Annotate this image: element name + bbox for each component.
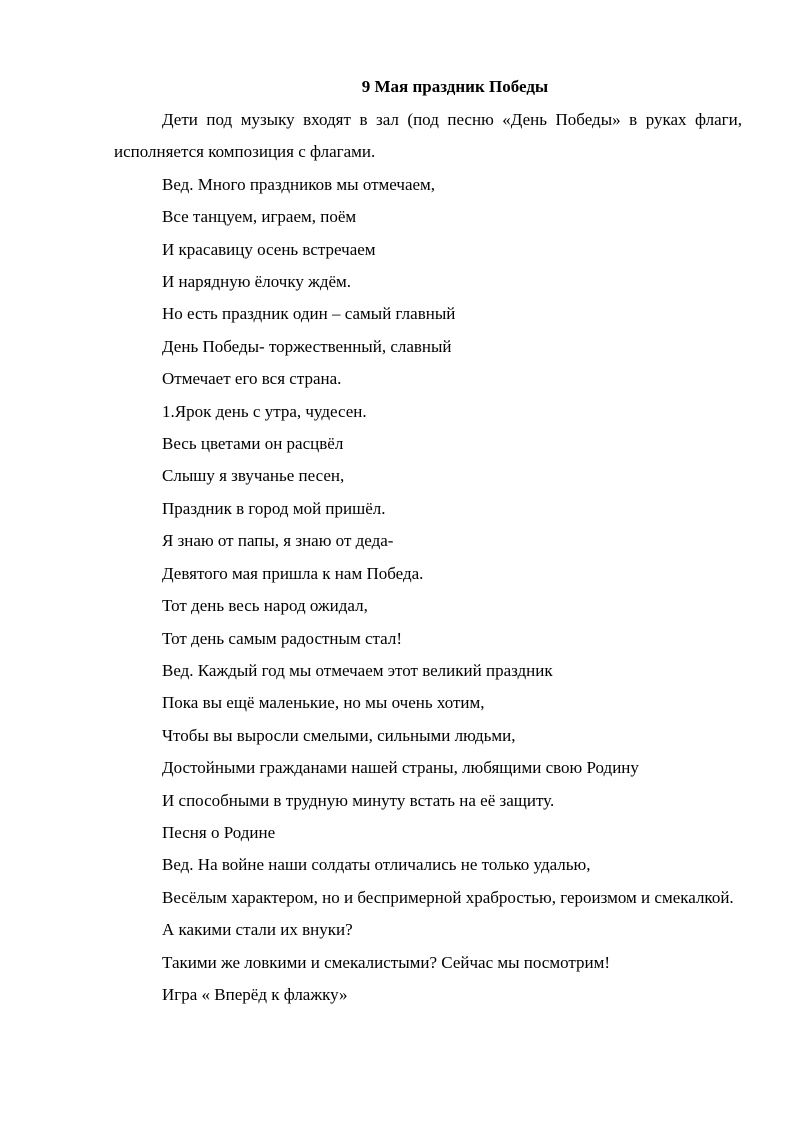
paragraph: 1.Ярок день с утра, чудесен. <box>162 401 367 421</box>
paragraph: Тот день самым радостным стал! <box>162 628 402 648</box>
paragraph: Дети под музыку входят в зал (под песню «День Победы» в руках флаги, исполняется композиция с флагами. <box>114 110 742 162</box>
paragraph: День Победы- торжественный, славный <box>162 336 452 356</box>
paragraph: Вед. Каждый год мы отмечаем этот великий праздник <box>162 660 553 680</box>
paragraph: Игра « Вперёд к флажку» <box>162 984 348 1004</box>
paragraph: Девятого мая пришла к нам Победа. <box>162 563 424 583</box>
paragraph: Весь цветами он расцвёл <box>162 434 344 454</box>
paragraph: Отмечает его вся страна. <box>162 369 342 389</box>
paragraph: Вед. На войне наши солдаты отличались не только удалью, <box>162 855 591 875</box>
document-title: 9 Мая праздник Победы <box>361 77 549 96</box>
paragraph: И способными в трудную минуту встать на её защиту. <box>162 790 555 810</box>
paragraph: И нарядную ёлочку ждём. <box>162 272 352 292</box>
paragraph: Слышу я звучанье песен, <box>162 466 345 486</box>
paragraph: Песня о Родине <box>162 822 276 842</box>
paragraph: Тот день весь народ ожидал, <box>162 596 368 616</box>
paragraph: Достойными гражданами нашей страны, любящими свою Родину <box>162 758 639 778</box>
paragraph: Я знаю от папы, я знаю от деда- <box>162 531 394 551</box>
paragraph: И красавицу осень встречаем <box>162 239 376 259</box>
paragraph: Пока вы ещё маленькие, но мы очень хотим, <box>162 693 485 713</box>
paragraph: Такими же ловкими и смекалистыми? Сейчас мы посмотрим! <box>162 952 611 972</box>
paragraph: Чтобы вы выросли смелыми, сильными людьми, <box>162 725 516 745</box>
paragraph: А какими стали их внуки? <box>162 920 353 940</box>
document-body <box>114 104 742 1011</box>
paragraph: Но есть праздник один – самый главный <box>162 304 456 324</box>
paragraph: Весёлым характером, но и беспримерной храбростью, героизмом и смекалкой. <box>162 887 734 907</box>
paragraph: Вед. Много праздников мы отмечаем, <box>162 174 436 194</box>
paragraph: Праздник в город мой пришёл. <box>162 498 386 518</box>
paragraph: Все танцуем, играем, поём <box>162 207 357 227</box>
